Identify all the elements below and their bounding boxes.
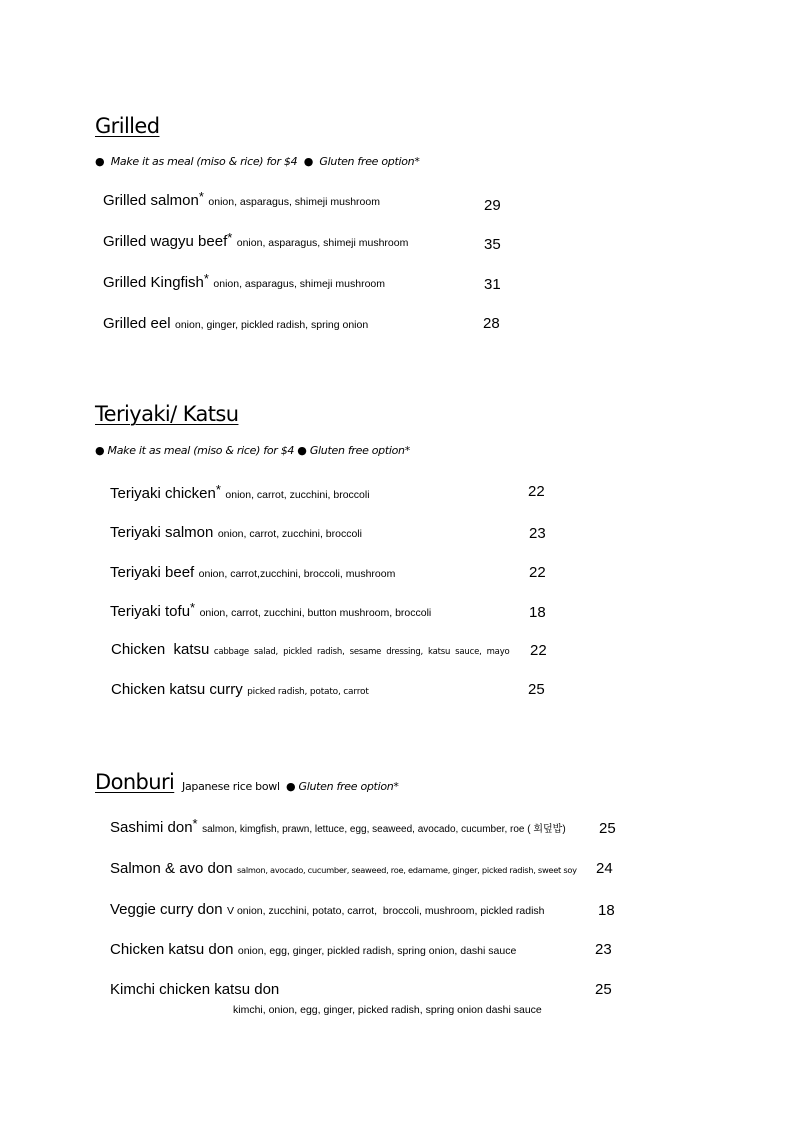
item-description: salmon, avocado, cucumber, seaweed, roe, edamame, ginger, picked radish, sweet soy <box>237 865 577 875</box>
item-name: Teriyaki salmon <box>110 524 214 541</box>
item-price: 18 <box>529 604 546 621</box>
item-description: V onion, zucchini, potato, carrot, broccoli, mushroom, pickled radish <box>227 905 545 917</box>
item-name: Salmon & avo don <box>110 860 233 877</box>
item-name: Teriyaki chicken <box>110 485 216 502</box>
grilled-note <box>95 155 420 168</box>
item-description: onion, carrot, zucchini, button mushroom, broccoli <box>199 607 432 619</box>
item-description: onion, asparagus, shimeji mushroom <box>208 196 380 208</box>
item-name: Teriyaki beef <box>110 564 195 581</box>
bullet-icon: ● <box>286 780 296 793</box>
gluten-free-note: Gluten free option* <box>319 155 420 168</box>
item-name: Chicken katsu don <box>110 941 234 958</box>
item-description: onion, carrot, zucchini, broccoli <box>217 528 362 540</box>
item-description: onion, asparagus, shimeji mushroom <box>213 278 385 290</box>
item-description: kimchi, onion, egg, ginger, picked radish, spring onion dashi sauce <box>233 1004 542 1016</box>
item-price: 29 <box>484 197 501 214</box>
meal-upgrade-note: Make it as meal (miso & rice) for $4 <box>110 155 298 168</box>
menu-item <box>110 816 566 836</box>
item-description: onion, asparagus, shimeji mushroom <box>236 237 409 249</box>
item-price: 24 <box>596 860 613 877</box>
menu-item <box>110 982 279 998</box>
item-price: 28 <box>483 315 500 332</box>
item-description: picked radish, potato, carrot <box>247 687 369 697</box>
section-title-donburi: Donburi <box>95 770 175 794</box>
gluten-free-note: Gluten free option* <box>298 780 399 793</box>
menu-item <box>110 482 370 502</box>
item-description: onion, egg, ginger, pickled radish, spring onion, dashi sauce <box>237 945 517 957</box>
item-price: 25 <box>595 981 612 998</box>
bullet-icon: ● <box>297 444 307 457</box>
gluten-free-note: Gluten free option* <box>309 444 410 457</box>
item-name: Veggie curry don <box>110 901 223 918</box>
item-name: Sashimi don <box>110 819 193 836</box>
item-description: salmon, kimgfish, prawn, lettuce, egg, seaweed, avocado, cucumber, roe ( 회덮밥) <box>202 824 566 835</box>
menu-item <box>110 600 432 620</box>
menu-item <box>103 271 385 291</box>
item-name: Grilled wagyu beef <box>103 233 228 250</box>
gluten-free-marker: * <box>190 600 196 615</box>
item-price: 22 <box>529 564 546 581</box>
menu-item <box>111 642 510 658</box>
item-description: onion, carrot,zucchini, broccoli, mushroom <box>198 568 396 580</box>
gluten-free-marker: * <box>198 189 204 204</box>
gluten-free-marker: * <box>203 271 209 286</box>
item-price: 25 <box>599 820 616 837</box>
bullet-icon: ● <box>95 444 105 457</box>
donburi-note <box>286 780 399 793</box>
menu-item <box>110 525 362 541</box>
meal-upgrade-note: Make it as meal (miso & rice) for $4 <box>107 444 295 457</box>
item-name: Grilled Kingfish <box>103 274 204 291</box>
item-price: 35 <box>484 236 501 253</box>
section-subtitle: Japanese rice bowl <box>182 780 280 793</box>
menu-item <box>110 942 516 958</box>
item-price: 23 <box>529 525 546 542</box>
item-name: Chicken katsu <box>111 641 210 658</box>
gluten-free-marker: * <box>227 230 233 245</box>
item-name: Chicken katsu curry <box>111 681 243 698</box>
menu-item <box>103 316 368 332</box>
item-price: 22 <box>528 483 545 500</box>
menu-item <box>103 189 380 209</box>
section-title-teriyaki-katsu: Teriyaki/ Katsu <box>95 402 239 426</box>
gluten-free-marker: * <box>215 482 221 497</box>
item-price: 18 <box>598 902 615 919</box>
item-description: cabbage salad, pickled radish, sesame dressing, katsu sauce, mayo <box>213 647 510 657</box>
teriyaki-note <box>95 444 410 457</box>
menu-item <box>111 682 369 698</box>
menu-item <box>110 861 577 877</box>
item-price: 22 <box>530 642 547 659</box>
menu-item <box>110 565 395 581</box>
bullet-icon: ● <box>95 155 105 168</box>
bullet-icon: ● <box>303 155 314 168</box>
item-name: Kimchi chicken katsu don <box>110 981 280 998</box>
item-price: 25 <box>528 681 545 698</box>
gluten-free-marker: * <box>192 816 198 831</box>
item-name: Grilled eel <box>103 315 171 332</box>
item-price: 31 <box>484 276 501 293</box>
item-name: Grilled salmon <box>103 192 199 209</box>
menu-item <box>103 230 409 250</box>
item-description: onion, carrot, zucchini, broccoli <box>225 489 370 501</box>
item-description: onion, ginger, pickled radish, spring onion <box>174 319 369 331</box>
menu-item <box>110 902 545 918</box>
item-price: 23 <box>595 941 612 958</box>
section-title-grilled: Grilled <box>95 114 160 138</box>
item-name: Teriyaki tofu <box>110 603 191 620</box>
